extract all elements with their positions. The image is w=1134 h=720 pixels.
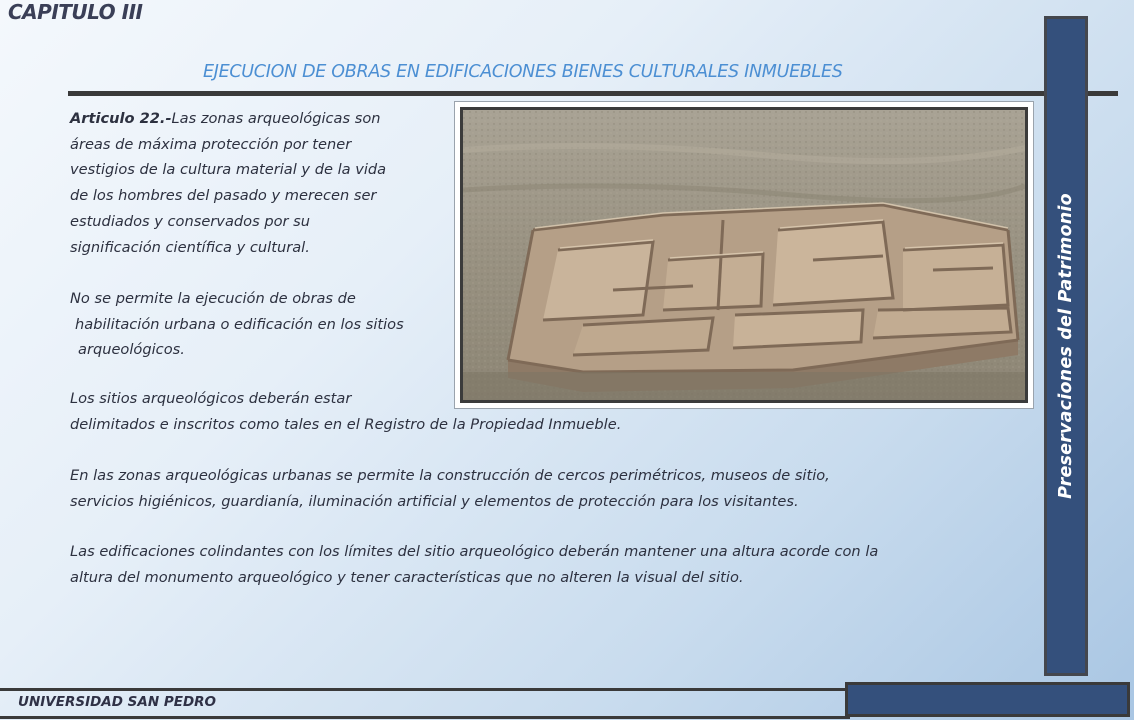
sidebar-label: Preservaciones del Patrimonio: [1056, 193, 1076, 499]
article-label: Articulo 22.-: [70, 110, 172, 127]
paragraph-colindantes: [70, 539, 878, 590]
paragraph-line: delimitados e inscritos como tales en el Registro de la Propiedad Inmueble.: [70, 415, 622, 433]
paragraph-line-text: Las zonas arqueológicas son: [171, 110, 381, 127]
paragraph-line: áreas de máxima protección por tener: [70, 135, 352, 153]
footer-divider-bottom: [0, 716, 850, 719]
paragraph-line: vestigios de la cultura material y de la vida: [70, 161, 387, 179]
paragraph-line: No se permite la ejecución de obras de: [70, 290, 356, 307]
paragraph-zonas-urbanas: [70, 463, 830, 514]
chapter-heading: CAPITULO III: [8, 0, 143, 24]
paragraph-delimitados: [70, 386, 621, 437]
paragraph-line: significación científica y cultural.: [70, 238, 310, 256]
paragraph-line: servicios higiénicos, guardianía, iluminación artificial y elementos de protección para los visitantes.: [70, 492, 799, 510]
paragraph-no-obras: [70, 286, 404, 363]
paragraph-article-22: [70, 106, 386, 260]
section-title: EJECUCION DE OBRAS EN EDIFICACIONES BIENES CULTURALES INMUEBLES: [203, 62, 843, 82]
paragraph-line: En las zonas arqueológicas urbanas se permite la construcción de cercos perimétricos, museos de sitio,: [70, 467, 830, 484]
paragraph-line: habilitación urbana o edificación en los sitios: [75, 315, 404, 333]
footer-accent-box: [845, 682, 1130, 717]
archaeological-site-photo: [460, 107, 1028, 403]
footer-divider-top: [0, 688, 850, 691]
paragraph-line: altura del monumento arqueológico y tener características que no alteren la visual del sitio.: [70, 568, 744, 586]
paragraph-line: arqueológicos.: [78, 341, 185, 359]
paragraph-line: Los sitios arqueológicos deberán estar: [70, 390, 352, 407]
paragraph-line: de los hombres del pasado y merecen ser: [70, 187, 377, 205]
paragraph-line: Las edificaciones colindantes con los límites del sitio arqueológico deberán mantener una altura acorde con la: [70, 543, 879, 560]
paragraph-line: estudiados y conservados por su: [70, 212, 311, 230]
title-divider: [68, 91, 1118, 96]
archaeological-site-photo-frame: [455, 102, 1033, 408]
footer-university-label: UNIVERSIDAD SAN PEDRO: [18, 694, 217, 710]
paragraph-line: [70, 106, 386, 132]
